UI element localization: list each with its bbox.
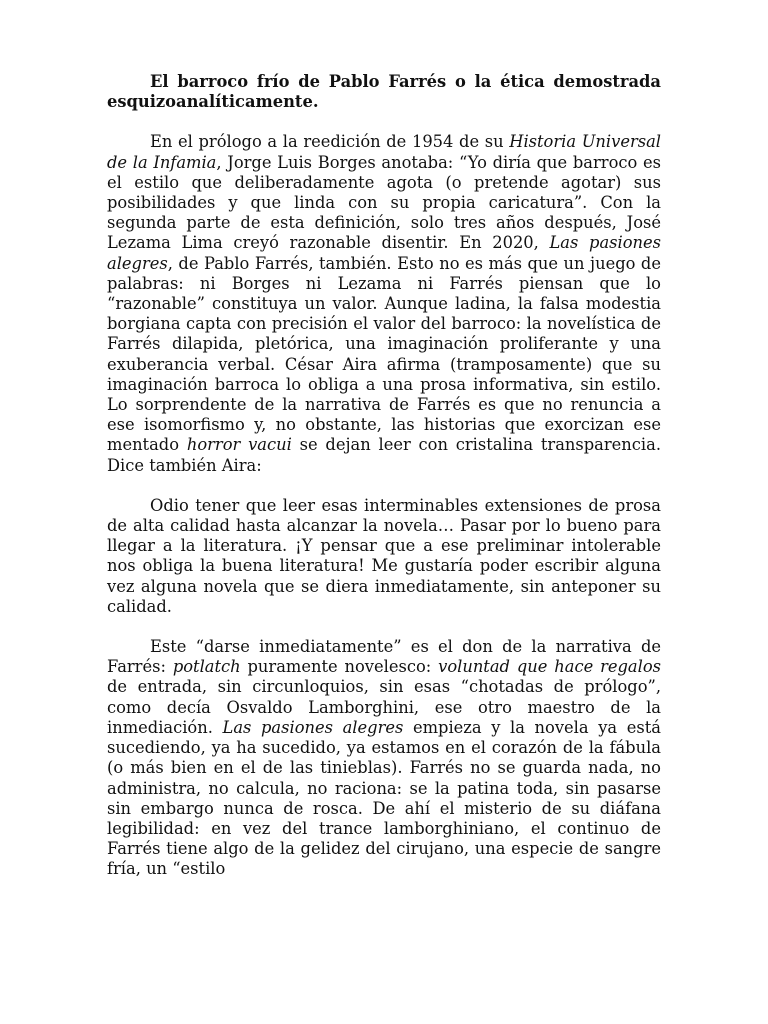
italic-phrase-voluntad: voluntad que hace regalos (438, 657, 661, 677)
paragraph-text: se dejan leer con cristalina transparencia. Dice también Aira: (107, 435, 661, 475)
paragraph-text: Este “darse inmediatamente” es el don de la narrativa de Farrés: (107, 637, 661, 677)
book-title-las-pasiones-alegres: Las pasiones alegres (222, 717, 404, 737)
book-title-las-pasiones-alegres: Las pasiones alegres (107, 233, 661, 273)
document-title: El barroco frío de Pablo Farrés o la ética demostrada esquizoanalíticamente. (107, 72, 661, 112)
paragraph-3 (107, 637, 661, 879)
quote-text: Odio tener que leer esas interminables extensiones de prosa de alta calidad hasta alcanzar la novela… Pasar por lo bueno para llegar a la literatura. ¡Y pensar que a ese preliminar intolerable nos obliga la buena literatura! Me gustaría poder escribir alguna vez alguna novela que se diera inmediatamente, sin anteponer su calidad. (107, 495, 661, 616)
paragraph-text: puramente novelesco: (240, 657, 439, 677)
block-quote-aira (107, 496, 661, 617)
paragraph-text: En el prólogo a la reedición de 1954 de su (150, 132, 510, 152)
paragraph-text: de entrada, sin circunloquios, sin esas “chotadas de prólogo”, como decía Osvaldo Lamborghini, ese otro maestro de la inmediación. (107, 677, 661, 737)
paragraph-text: , de Pablo Farrés, también. Esto no es más que un juego de palabras: ni Borges ni Lezama ni Farrés piensan que lo “razonable” constituya un valor. Aunque ladina, la falsa modestia borgiana capta con precisión el valor del barroco: la novelística de Farrés dilapida, pletórica, una imaginación proliferante y una exuberancia verbal. César Aira afirma (tramposamente) que su imaginación barroca lo obliga a una prosa informativa, sin estilo. Lo sorprendente de la narrativa de Farrés es que no renuncia a ese isomorfismo y, no obstante, las historias que exorcizan ese mentado (107, 253, 661, 455)
paragraph-1 (107, 132, 661, 475)
document-page (107, 72, 661, 900)
paragraph-text: empieza y la novela ya está sucediendo, ya ha sucedido, ya estamos en el corazón de la fábula (o más bien en el de las tinieblas). Farrés no se guarda nada, no administra, no calcula, no raciona: se la patina toda, sin pasarse sin embargo nunca de rosca. De ahí el misterio de su diáfana legibilidad: en vez del trance lamborghiniano, el continuo de Farrés tiene algo de la gelidez del cirujano, una especie de sangre fría, un “estilo (107, 717, 661, 879)
book-title-historia-universal: Historia Universal de la Infamia (107, 132, 662, 172)
italic-word-potlatch: potlatch (172, 657, 241, 677)
paragraph-text: , Jorge Luis Borges anotaba: “Yo diría que barroco es el estilo que deliberadamente agota (o pretende agotar) sus posibilidades y que linda con su propia caricatura”. Con la segunda parte de esta definición, solo tres años después, José Lezama Lima creyó razonable disentir. En 2020, (107, 152, 662, 253)
italic-phrase-horror-vacui: horror vacui (186, 435, 292, 455)
